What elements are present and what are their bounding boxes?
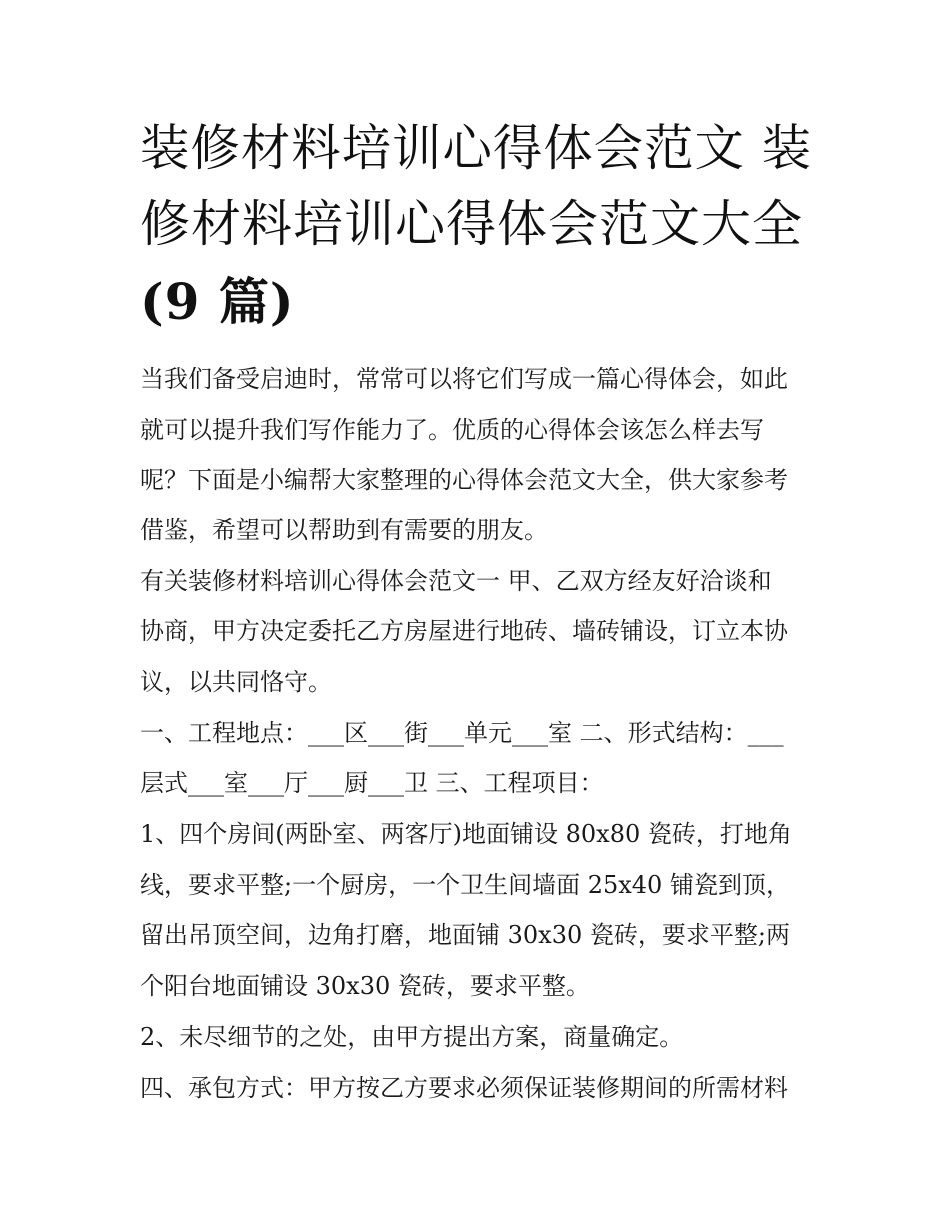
document-title-line-3: (9 篇) bbox=[140, 272, 295, 331]
body-line-5: 有关装修材料培训心得体会范文一 甲、乙双方经友好洽谈和 bbox=[140, 567, 772, 595]
body-line-11: 线，要求平整;一个厨房，一个卫生间墙面 25x40 铺瓷到顶， bbox=[140, 871, 790, 899]
body-line-8: 一、工程地点：___区___街___单元___室 二、形式结构：___ bbox=[140, 719, 784, 747]
body-line-12: 留出吊顶空间，边角打磨，地面铺 30x30 瓷砖，要求平整;两 bbox=[140, 921, 790, 949]
body-line-6: 协商，甲方决定委托乙方房屋进行地砖、墙砖铺设，订立本协 bbox=[140, 617, 788, 645]
body-line-2: 就可以提升我们写作能力了。优质的心得体会该怎么样去写 bbox=[140, 416, 764, 444]
document-title-line-2: 修材料培训心得体会范文大全 bbox=[140, 195, 803, 253]
body-line-14: 2、未尽细节的之处，由甲方提出方案，商量确定。 bbox=[140, 1023, 684, 1051]
body-line-4: 借鉴，希望可以帮助到有需要的朋友。 bbox=[140, 516, 548, 544]
document-title-line-1: 装修材料培训心得体会范文 装 bbox=[140, 119, 812, 177]
body-line-3: 呢？下面是小编帮大家整理的心得体会范文大全，供大家参考 bbox=[140, 466, 788, 494]
body-line-13: 个阳台地面铺设 30x30 瓷砖，要求平整。 bbox=[140, 972, 590, 1000]
body-line-9: 层式___室___厅___厨___卫 三、工程项目： bbox=[140, 769, 604, 797]
body-line-15: 四、承包方式：甲方按乙方要求必须保证装修期间的所需材料 bbox=[140, 1074, 788, 1102]
body-line-1: 当我们备受启迪时，常常可以将它们写成一篇心得体会，如此 bbox=[140, 365, 788, 393]
body-line-10: 1、四个房间(两卧室、两客厅)地面铺设 80x80 瓷砖，打地角 bbox=[140, 820, 792, 848]
body-line-7: 议，以共同恪守。 bbox=[140, 668, 332, 696]
